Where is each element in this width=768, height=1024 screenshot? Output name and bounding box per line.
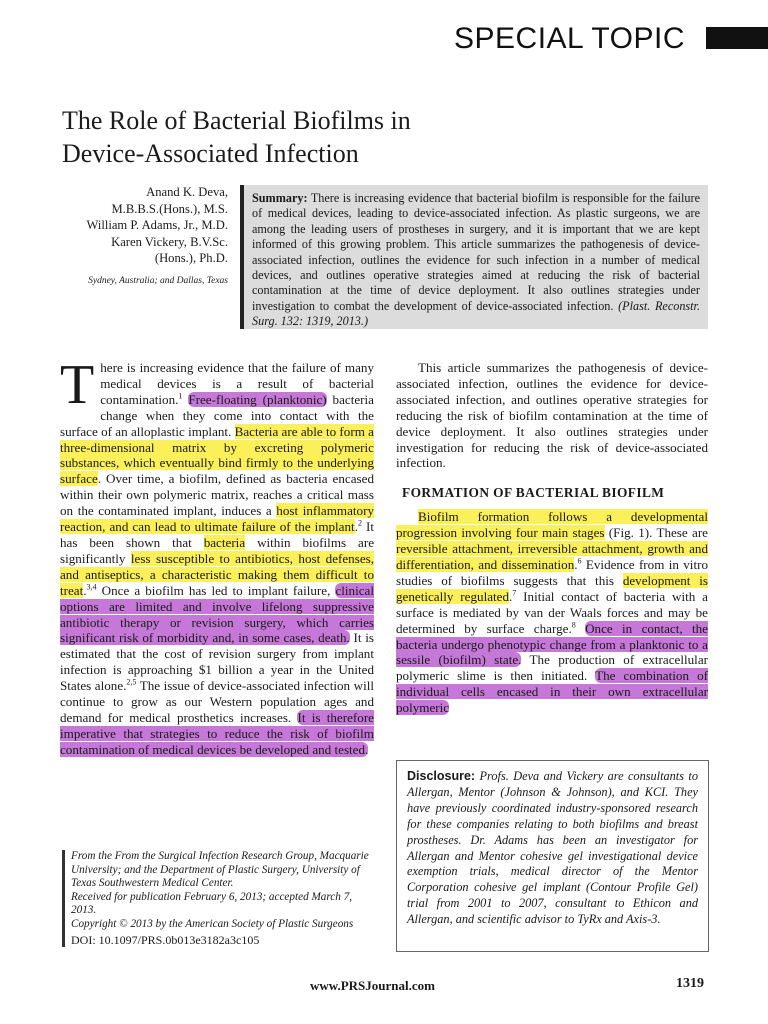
highlight-yellow: bacteria (203, 534, 246, 550)
text: Once a biofilm has led to implant failure, (96, 582, 336, 598)
highlight-yellow: Bacteria are able to form a three-dimensional matrix by excreting polymeric substances, which eventually bind firmly to the underlying surface (60, 423, 374, 487)
formation-paragraph (396, 509, 708, 716)
summary-citation: (Plast. Reconstr. Surg. 132: 1319, 2013.) (252, 298, 700, 329)
highlight-yellow: development is genetically regulated (396, 572, 709, 604)
received-date: Received for publication February 6, 2013; accepted March 7, 2013. (71, 890, 353, 917)
highlight-yellow: reversible attachment, irreversible attachment, growth and differentiation, and dissemination (396, 541, 708, 572)
drop-cap: T (60, 354, 95, 416)
intro-paragraph: This article summarizes the pathogenesis of device-associated infection, outlines the evidence for device-associated infection, and outlines operative strategies for reducing the risk of biofilm contamination at the time of device deployment. It also outlines strategies under investigation for reducing the risk of device-associated infection. (396, 360, 708, 471)
footnote (62, 850, 374, 947)
text: Evidence from in vitro studies of biofilms suggests that this (396, 556, 708, 588)
title-line-1: The Role of Bacterial Biofilms in (62, 106, 411, 135)
text: Initial contact of bacteria with a surface is mediated by van der Waals forces and may be determined by surface charge. (396, 588, 708, 636)
right-column (396, 360, 708, 716)
highlight-purple: Once in contact, the bacteria undergo phenotypic change from a planktonic to a sessile (biofilm) state. (396, 620, 708, 668)
disclosure-box (396, 760, 709, 952)
copyright: Copyright © 2013 by the American Society of Plastic Surgeons (71, 917, 354, 930)
text: The production of extracellular polymeric slime is then initiated. (396, 652, 708, 684)
section-bar (706, 27, 768, 49)
author-3-degree: (Hons.), Ph.D. (154, 251, 228, 266)
summary-label: Summary: (252, 191, 308, 205)
section-heading: FORMATION OF BACTERIAL BIOFILM (402, 485, 665, 501)
author-list (40, 184, 228, 287)
disclosure-label: Disclosure: (407, 769, 476, 783)
text: here is increasing evidence that the failure of many medical devices is a result of bacterial contamination. (100, 360, 374, 407)
article-title (62, 104, 532, 170)
page-number: 1319 (676, 976, 704, 991)
highlight-purple: clinical options are limited and involve lifelong suppressive antibiotic therapy or revision surgery, which carries significant risk of morbidity and, in some cases, death. (60, 582, 374, 646)
text: . (83, 582, 87, 598)
text: . (574, 556, 578, 572)
highlight-yellow: Biofilm formation follows a developmental progression involving four main stages (396, 509, 708, 541)
text: The issue of device-associated infection will continue to grow as our Western population ages and demand for medical prosthetics increases. (60, 678, 374, 725)
highlight-purple: Free-floating (planktonic) (188, 391, 327, 407)
author-1: Anand K. Deva, (146, 185, 228, 199)
text: within biofilms are significantly (60, 534, 375, 566)
disclosure-text: Profs. Deva and Vickery are consultants to Allergan, Mentor (Johnson & Johnson), and KCI. They have previously coordinated industry-sponsored research for these companies relating to both biofilms and breast prostheses. Dr. Adams has been an investigator for Allergan and Mentor cohesive gel investigational device exemption trials, medical director of the Mentor Corporation cohesive gel implant (Contour Profile Gel) trial from 2001 to 2007, consultant to Ethicon and Allergan, and scientific advisor to TyRx and Axis-3. (407, 769, 698, 927)
ref: 1 (178, 391, 183, 401)
left-column (60, 354, 375, 758)
ref: 2,5 (126, 677, 137, 687)
ref: 8 (571, 620, 576, 630)
section-label: SPECIAL TOPIC (454, 22, 686, 55)
text: It has been shown that (60, 519, 374, 550)
highlight-purple: It is therefore imperative that strategies to reduce the risk of biofilm contamination of medical devices be developed and tested. (60, 709, 374, 757)
text (576, 621, 585, 636)
ref: 2 (357, 518, 362, 528)
summary-box (240, 185, 708, 329)
text: It is estimated that the cost of revision surgery from implant infection is approaching $1 billion a year in the United States alone. (60, 630, 374, 694)
highlight-yellow: less susceptible to antibiotics, host defenses, and antiseptics, a characteristic making them difficult to treat (60, 550, 374, 598)
text: bacteria change when they come into contact with the surface of an alloplastic implant. (60, 391, 374, 439)
ref: 6 (577, 556, 582, 566)
text: . (354, 519, 358, 535)
author-1-degree: M.B.B.S.(Hons.), M.S. (111, 201, 228, 216)
doi: DOI: 10.1097/PRS.0b013e3182a3c105 (71, 932, 260, 947)
highlight-purple: The combination of individual cells encased in their own extracellular polymeric (396, 668, 708, 716)
text: . Over time, a biofilm, defined as bacteria encased within their own polymeric matrix, reaches a critical mass on the contaminated implant, induces a (60, 471, 374, 519)
author-location: Sydney, Australia; and Dallas, Texas (88, 275, 228, 286)
affiliation: From the From the Surgical Infection Research Group, Macquarie University; and the Department of Plastic Surgery, University of Texas Southwestern Medical Center. (71, 850, 369, 890)
text: . (509, 588, 513, 604)
summary-text: There is increasing evidence that bacterial biofilm is responsible for the failure of medical devices, leading to device-associated infection. As plastic surgeons, we are among the leading users of prostheses in surgery, and it is important that we are kept informed of this growing problem. This article summarizes the pathogenesis of device-associated infection, outlines the evidence for such infection in a number of medical devices, and outlines operative strategies aimed at reducing the risk of bacterial contamination at the time of device deployment. It also outlines strategies under investigation to combat the development of device-associated infection. (252, 191, 700, 313)
author-3: Karen Vickery, B.V.Sc. (111, 234, 228, 249)
title-line-2: Device-Associated Infection (62, 139, 359, 168)
ref: 3,4 (86, 582, 97, 592)
author-2: William P. Adams, Jr., M.D. (86, 218, 228, 233)
journal-url[interactable]: www.PRSJournal.com (310, 978, 435, 993)
ref: 7 (512, 588, 517, 598)
text: (Fig. 1). These are (604, 525, 708, 541)
highlight-yellow: host inflammatory reaction, and can lead to ultimate failure of the implant (60, 503, 374, 535)
